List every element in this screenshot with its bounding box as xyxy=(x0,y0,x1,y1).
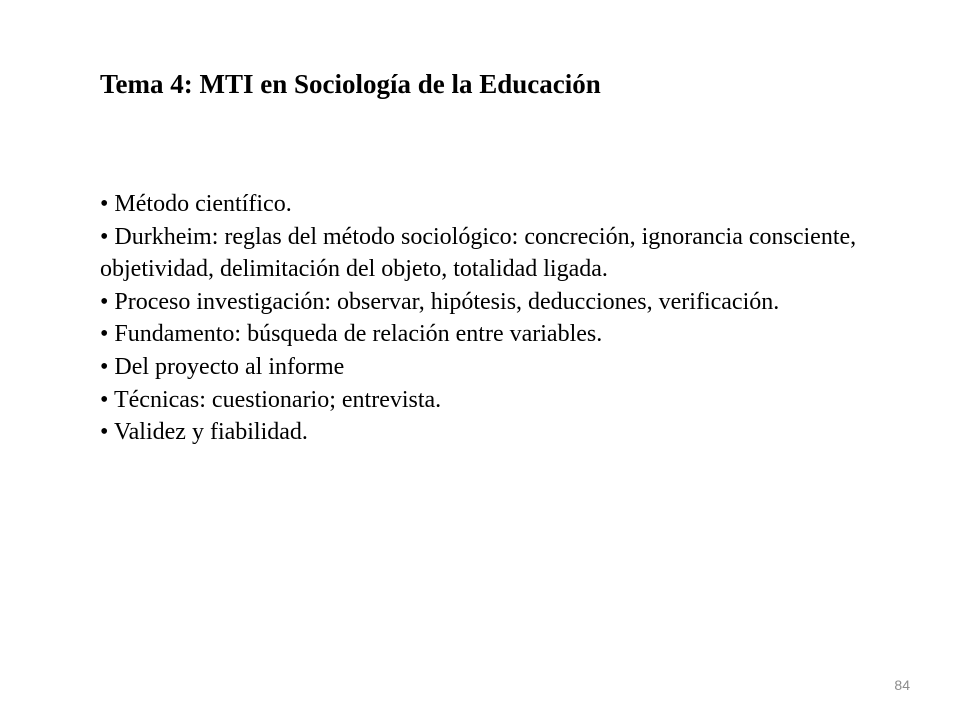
bullet-icon: • xyxy=(100,419,109,446)
bullet-item-proceso-investigacion xyxy=(100,286,880,319)
bullet-text: Método científico. xyxy=(114,191,292,217)
bullet-item-validez xyxy=(100,416,880,449)
bullet-item-proyecto-informe xyxy=(100,351,880,384)
bullet-text: Técnicas: cuestionario; entrevista. xyxy=(113,386,442,413)
bullet-item-durkheim xyxy=(100,221,880,286)
bullet-text: Proceso investigación: observar, hipótesis, deducciones, verificación. xyxy=(114,288,780,315)
bullet-list xyxy=(100,188,880,449)
bullet-item-metodo-cientifico xyxy=(100,188,880,221)
bullet-icon: • xyxy=(100,223,109,250)
bullet-text: Durkheim: reglas del método sociológico: concreción, ignorancia consciente, objetividad, delimitación del objeto, totalidad ligada. xyxy=(100,223,857,283)
bullet-icon: • xyxy=(100,191,109,217)
bullet-icon: • xyxy=(100,321,109,348)
slide-title: Tema 4: MTI en Sociología de la Educación xyxy=(100,69,601,99)
bullet-text: Validez y fiabilidad. xyxy=(113,419,308,446)
bullet-icon: • xyxy=(100,353,109,380)
bullet-icon: • xyxy=(100,386,109,413)
bullet-item-fundamento xyxy=(100,318,880,351)
bullet-item-tecnicas xyxy=(100,384,880,417)
bullet-text: Del proyecto al informe xyxy=(114,353,345,380)
bullet-text: Fundamento: búsqueda de relación entre variables. xyxy=(114,321,603,348)
page-number: 84 xyxy=(894,677,910,693)
bullet-icon: • xyxy=(100,288,109,315)
